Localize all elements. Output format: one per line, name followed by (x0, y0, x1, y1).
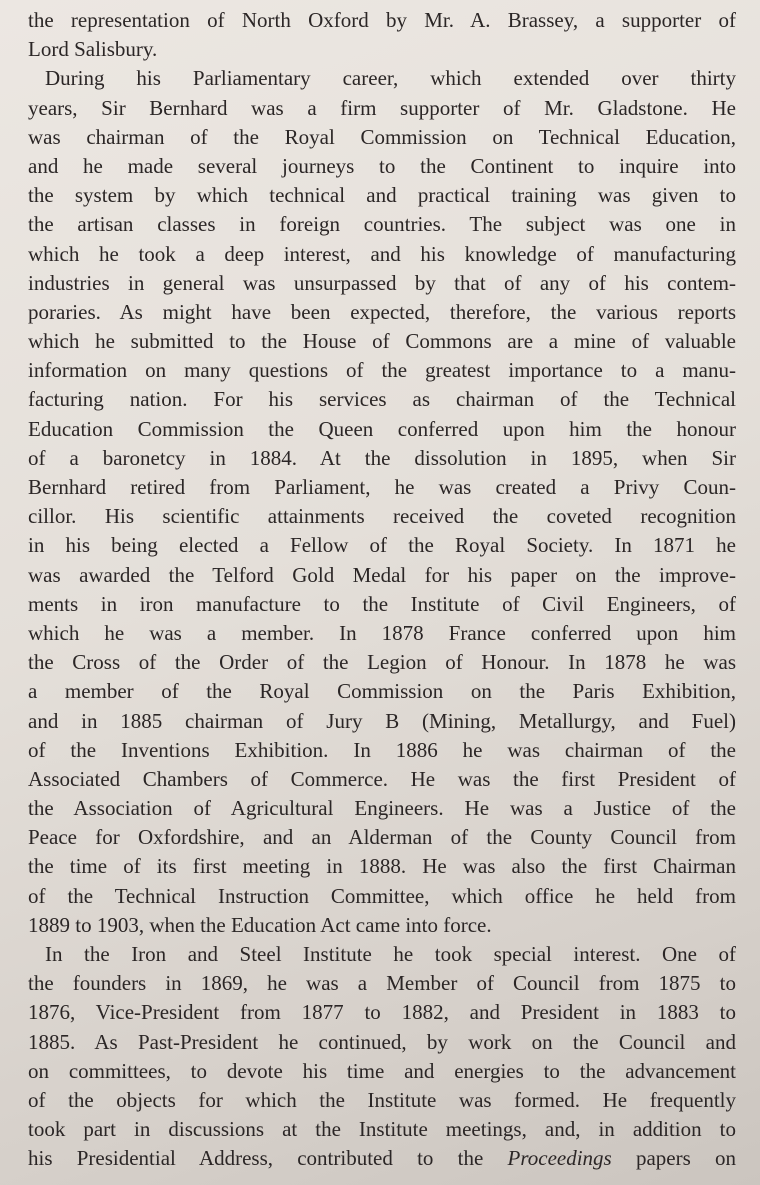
line-text: ments in iron manufacture to the Institute of Civil Engineers, of (28, 591, 736, 616)
paragraph-3 (28, 940, 736, 1144)
text-line (28, 35, 736, 64)
italic-title: Proceedings (507, 1146, 612, 1171)
text-line (28, 1115, 736, 1144)
line-text (28, 1146, 736, 1170)
line-text: which he took a deep interest, and his knowledge of manufacturing (28, 241, 736, 266)
text-line (28, 415, 736, 444)
text-line (28, 94, 736, 123)
book-page (28, 6, 736, 1174)
line-text-part: papers on (611, 1146, 736, 1171)
line-text: in his being elected a Fellow of the Royal Society. In 1871 he (28, 533, 736, 558)
text-line (28, 823, 736, 852)
text-line (28, 998, 736, 1027)
text-line (28, 444, 736, 473)
text-line (28, 677, 736, 706)
text-line (28, 473, 736, 502)
text-line (28, 327, 736, 356)
line-text: Education Commission the Queen conferred upon him the honour (28, 416, 736, 441)
line-text: the artisan classes in foreign countries. The subject was one in (28, 212, 736, 237)
line-text: 1889 to 1903, when the Education Act came into force. (28, 912, 492, 937)
text-line (28, 181, 736, 210)
line-text: Associated Chambers of Commerce. He was the first President of (28, 766, 736, 791)
line-text-part: his Presidential Address, contributed to the (28, 1146, 508, 1171)
line-text: was awarded the Telford Gold Medal for his paper on the improve- (28, 562, 736, 587)
line-text: Peace for Oxfordshire, and an Alderman of the County Council from (28, 825, 736, 850)
text-line (28, 852, 736, 881)
line-text: 1876, Vice-President from 1877 to 1882, and President in 1883 to (28, 1000, 736, 1025)
line-text: of a baronetcy in 1884. At the dissolution in 1895, when Sir (28, 445, 736, 470)
line-text: In the Iron and Steel Institute he took special interest. One of (45, 942, 736, 966)
line-text: and in 1885 chairman of Jury B (Mining, Metallurgy, and Fuel) (28, 708, 736, 733)
text-line (28, 561, 736, 590)
line-text: of the Inventions Exhibition. In 1886 he was chairman of the (28, 737, 736, 762)
line-text: information on many questions of the greatest importance to a manu- (28, 358, 736, 383)
text-line (28, 240, 736, 269)
text-line (28, 64, 736, 93)
text-line (28, 648, 736, 677)
line-text: the Association of Agricultural Engineers. He was a Justice of the (28, 796, 736, 821)
line-text: During his Parliamentary career, which extended over thirty (45, 66, 736, 91)
line-text: 1885. As Past-President he continued, by work on the Council and (28, 1029, 736, 1054)
line-text: the founders in 1869, he was a Member of Council from 1875 to (28, 971, 736, 996)
text-line (28, 1057, 736, 1086)
line-text: the time of its first meeting in 1888. He was also the first Chairman (28, 854, 736, 879)
line-text: the system by which technical and practical training was given to (28, 183, 736, 208)
line-text: facturing nation. For his services as chairman of the Technical (28, 387, 736, 412)
line-text: poraries. As might have been expected, therefore, the various reports (28, 299, 736, 324)
text-line (28, 298, 736, 327)
line-text: years, Sir Bernhard was a firm supporter of Mr. Gladstone. He (28, 95, 736, 120)
line-text: and he made several journeys to the Continent to inquire into (28, 153, 736, 178)
text-line (28, 152, 736, 181)
line-text: Lord Salisbury. (28, 37, 158, 62)
text-line (28, 794, 736, 823)
line-text: which he submitted to the House of Commons are a mine of valuable (28, 329, 736, 354)
text-line (28, 590, 736, 619)
line-text: Bernhard retired from Parliament, he was created a Privy Coun- (28, 475, 736, 499)
line-text: on committees, to devote his time and energies to the advancement (28, 1058, 736, 1083)
text-line (28, 1144, 736, 1173)
text-line (28, 765, 736, 794)
line-text: the representation of North Oxford by Mr. A. Brassey, a supporter of (28, 8, 736, 32)
text-line (28, 531, 736, 560)
text-line (28, 356, 736, 385)
line-text: took part in discussions at the Institute meetings, and, in addition to (28, 1117, 736, 1142)
text-line (28, 619, 736, 648)
text-line (28, 385, 736, 414)
text-line (28, 940, 736, 969)
line-text: which he was a member. In 1878 France conferred upon him (28, 620, 736, 645)
text-line (28, 210, 736, 239)
line-text: was chairman of the Royal Commission on Technical Education, (28, 124, 736, 149)
line-text: of the Technical Instruction Committee, which office he held from (28, 883, 736, 908)
text-line (28, 6, 736, 35)
text-line (28, 911, 736, 940)
line-text: the Cross of the Order of the Legion of Honour. In 1878 he was (28, 650, 736, 675)
line-text: industries in general was unsurpassed by that of any of his contem- (28, 270, 736, 295)
paragraph-2 (28, 64, 736, 940)
line-text: of the objects for which the Institute was formed. He frequently (28, 1087, 736, 1112)
paragraph-1 (28, 6, 736, 64)
text-line (28, 707, 736, 736)
line-text: cillor. His scientific attainments received the coveted recognition (28, 504, 736, 529)
text-line (28, 1028, 736, 1057)
text-line (28, 269, 736, 298)
text-line (28, 736, 736, 765)
text-line (28, 1086, 736, 1115)
text-line (28, 123, 736, 152)
text-line (28, 969, 736, 998)
text-line (28, 502, 736, 531)
line-text: a member of the Royal Commission on the Paris Exhibition, (28, 679, 736, 704)
text-line (28, 882, 736, 911)
